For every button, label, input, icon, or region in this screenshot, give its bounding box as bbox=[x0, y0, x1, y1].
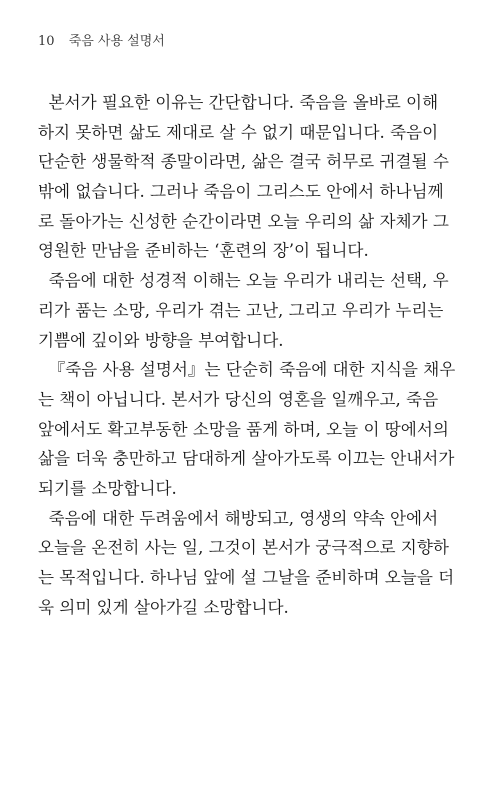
text-line: 『죽음 사용 설명서』는 단순히 죽음에 대한 지식을 채우 bbox=[38, 360, 456, 380]
paragraph-2 bbox=[38, 266, 462, 355]
body-text bbox=[38, 88, 462, 622]
text-line: 삶을 더욱 충만하고 담대하게 살아가도록 이끄는 안내서가 bbox=[38, 449, 455, 469]
text-line: 는 책이 아닙니다. 본서가 당신의 영혼을 일깨우고, 죽음 bbox=[38, 389, 439, 409]
text-line: 영원한 만남을 준비하는 ‘훈련의 장’이 됩니다. bbox=[38, 241, 369, 261]
book-title: 죽음 사용 설명서 bbox=[68, 34, 165, 49]
text-line: 되기를 소망합니다. bbox=[38, 478, 177, 498]
text-line: 죽음에 대한 두려움에서 해방되고, 영생의 약속 안에서 bbox=[38, 508, 439, 528]
text-line: 단순한 생물학적 종말이라면, 삶은 결국 허무로 귀결될 수 bbox=[38, 152, 449, 172]
text-line: 로 돌아가는 신성한 순간이라면 오늘 우리의 삶 자체가 그 bbox=[38, 211, 449, 231]
text-line: 기쁨에 깊이와 방향을 부여합니다. bbox=[38, 330, 284, 350]
text-line: 욱 의미 있게 살아가길 소망합니다. bbox=[38, 597, 289, 617]
text-line: 밖에 없습니다. 그러나 죽음이 그리스도 안에서 하나님께 bbox=[38, 182, 444, 202]
paragraph-4 bbox=[38, 504, 462, 623]
paragraph-3 bbox=[38, 355, 462, 503]
text-line: 오늘을 온전히 사는 일, 그것이 본서가 궁극적으로 지향하 bbox=[38, 538, 449, 558]
paragraph-1 bbox=[38, 88, 462, 266]
text-line: 죽음에 대한 성경적 이해는 오늘 우리가 내리는 선택, 우 bbox=[38, 271, 449, 291]
text-line: 앞에서도 확고부동한 소망을 품게 하며, 오늘 이 땅에서의 bbox=[38, 419, 449, 439]
running-header bbox=[38, 34, 165, 50]
text-line: 하지 못하면 삶도 제대로 살 수 없기 때문입니다. 죽음이 bbox=[38, 122, 439, 142]
text-line: 는 목적입니다. 하나님 앞에 설 그날을 준비하며 오늘을 더 bbox=[38, 568, 455, 587]
text-line: 본서가 필요한 이유는 간단합니다. 죽음을 올바로 이해 bbox=[38, 93, 439, 112]
text-line: 리가 품는 소망, 우리가 겪는 고난, 그리고 우리가 누리는 bbox=[38, 300, 444, 320]
page-number: 10 bbox=[38, 34, 55, 49]
